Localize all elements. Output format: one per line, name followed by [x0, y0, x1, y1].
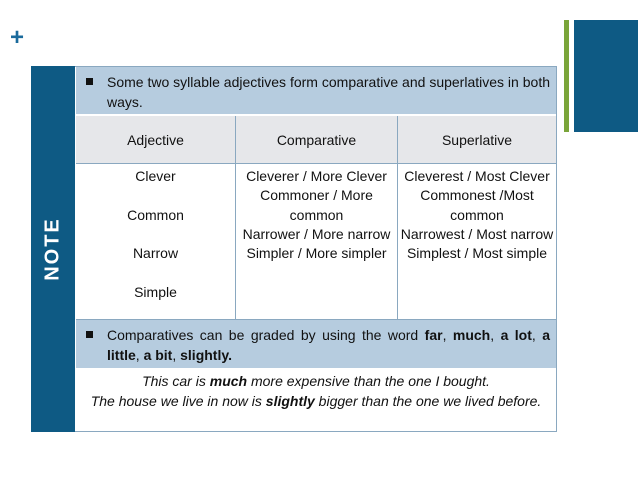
note-label: NOTE: [41, 217, 64, 281]
header-adjective: Adjective: [127, 131, 184, 148]
table-body-row: [76, 164, 556, 320]
table-header-row: [76, 116, 556, 164]
accent-bar-green: [564, 20, 569, 132]
comparative-cell: Commoner / More common: [260, 187, 373, 223]
comparative-cell: Cleverer / More Clever: [246, 168, 387, 184]
superlative-cell: Cleverest / Most Clever: [404, 168, 550, 184]
example-row: [76, 368, 556, 431]
example-sentence-2: The house we live in now is slightly bigger than the one we lived before.: [90, 392, 542, 409]
superlative-cell: Narrowest / Most narrow: [400, 225, 554, 242]
bullet-square-icon: [86, 331, 93, 338]
accent-bar-blue: [574, 20, 638, 132]
adjective-cell: Simple: [134, 283, 177, 300]
header-superlative: Superlative: [441, 131, 513, 148]
plus-icon: +: [10, 24, 25, 51]
bullet-text-2: Comparatives can be graded by using the word far, much, a lot, a little, a bit, slightly.: [107, 327, 551, 363]
bullet-square-icon: [86, 78, 93, 85]
adjective-cell: Narrow: [132, 245, 179, 262]
example-sentence-1: This car is much more expensive than the one I bought.: [142, 373, 490, 389]
bullet-row-1: [76, 67, 556, 115]
superlative-cell: Simplest / Most simple: [406, 245, 548, 262]
comparative-cell: Simpler / More simpler: [246, 245, 387, 262]
header-comparative: Comparative: [276, 131, 357, 148]
adjective-cell: Common: [127, 206, 184, 223]
superlative-cell: Commonest /Most common: [420, 187, 534, 223]
comparative-cell: Narrower / More narrow: [242, 225, 391, 242]
adjective-cell: Clever: [135, 168, 176, 184]
bullet-text-1: Some two syllable adjectives form comparative and superlatives in both ways.: [107, 74, 550, 110]
bullet-row-2: [76, 320, 556, 368]
